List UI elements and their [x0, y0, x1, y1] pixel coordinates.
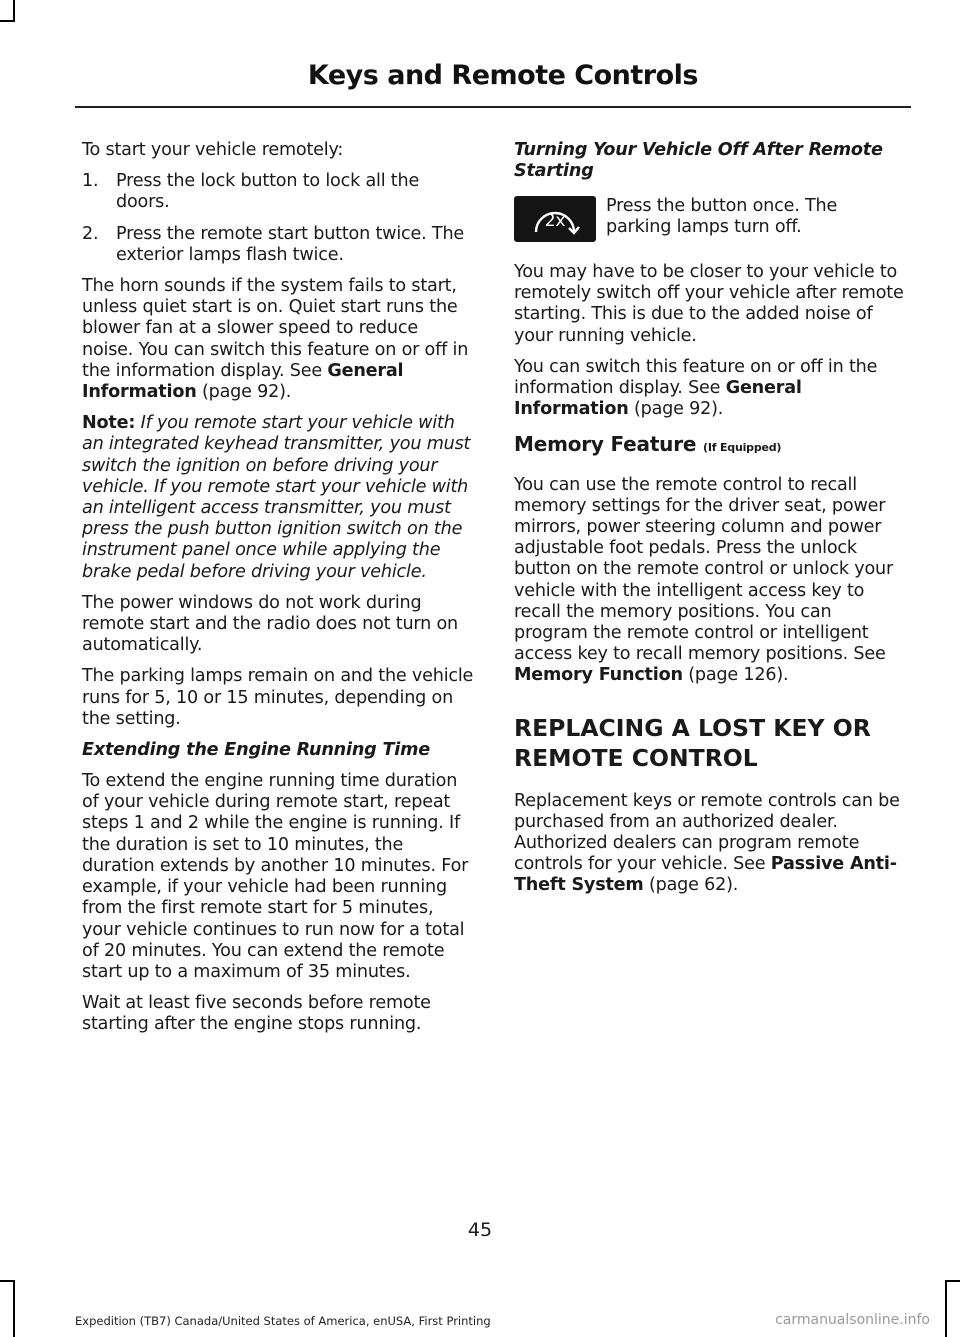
watermark: carmanualsonline.info	[775, 1312, 930, 1328]
press-text: Press the button once. The parking lamps turn off.	[606, 196, 838, 238]
step-text: Press the remote start button twice. The exterior lamps flash twice.	[116, 223, 465, 265]
general-information-link[interactable]: General Information	[82, 360, 404, 403]
memory-paragraph	[514, 475, 906, 687]
parking-paragraph: The parking lamps remain on and the vehicle runs for 5, 10 or 15 minutes, depending on the setting.	[82, 666, 474, 729]
crop-mark	[13, 0, 15, 22]
step-number: 2.	[82, 223, 99, 244]
switch-paragraph	[514, 357, 906, 421]
closer-paragraph: You may have to be closer to your vehicle to remotely switch off your vehicle after remote starting. This is due to the added noise of your running vehicle.	[514, 262, 904, 346]
general-information-link[interactable]: General Information	[514, 378, 802, 420]
wait-paragraph: Wait at least five seconds before remote starting after the engine stops running.	[82, 993, 431, 1035]
header-divider	[75, 106, 911, 108]
memory-heading-suffix: (If Equipped)	[703, 441, 782, 455]
memory-ref: (page 126).	[682, 665, 789, 686]
memory-heading-text: Memory Feature	[514, 432, 697, 457]
memory-heading	[514, 434, 906, 458]
crop-mark	[13, 1280, 15, 1337]
memory-function-link[interactable]: Memory Function	[514, 665, 683, 686]
page-number: 45	[467, 1219, 493, 1241]
intro-text: To start your vehicle remotely:	[82, 140, 344, 160]
list-item	[82, 171, 474, 213]
extend-paragraph: To extend the engine running time duration of your vehicle during remote start, repeat steps 1 and 2 while the engine is running. If the duration is set to 10 minutes, the duration extends by another 10 minutes. For example, if your vehicle had been running from the first remote start for 5 minutes, your vehicle continues to run now for a total of 20 minutes. You can extend the remote start up to a maximum of 35 minutes.	[82, 771, 469, 982]
note-paragraph	[82, 413, 474, 583]
replace-heading-line-1: REPLACING A LOST KEY OR	[514, 713, 871, 742]
windows-paragraph: The power windows do not work during remote start and the radio does not turn on automatically.	[82, 592, 458, 656]
step-text: Press the lock button to lock all the doors.	[116, 171, 420, 213]
replace-heading	[514, 713, 906, 773]
extend-heading: Extending the Engine Running Time	[82, 740, 430, 761]
passive-anti-theft-link[interactable]: Passive Anti-Theft System	[514, 854, 897, 896]
steps-list	[82, 171, 474, 266]
horn-ref: (page 92).	[196, 382, 292, 403]
remote-start-2x-icon	[514, 196, 596, 242]
replace-text: Replacement keys or remote controls can be purchased from an authorized dealer. Authorized dealers can program remote controls for your vehicle. See	[514, 790, 900, 875]
note-label: Note:	[82, 413, 136, 434]
crop-mark	[945, 1280, 960, 1282]
icon-block	[514, 196, 906, 258]
crop-mark	[0, 1280, 15, 1282]
icon-label: 2x	[544, 211, 566, 231]
edition-footer: Expedition (TB7) Canada/United States of America, enUSA, First Printing	[75, 1314, 491, 1328]
switch-text: You can switch this feature on or off in the information display. See	[514, 356, 878, 399]
replace-heading-line-2: REMOTE CONTROL	[514, 743, 758, 772]
turnoff-heading: Turning Your Vehicle Off After Remote Starting	[514, 140, 883, 181]
left-column	[82, 140, 474, 1046]
switch-ref: (page 92).	[628, 399, 724, 420]
note-text: If you remote start your vehicle with an integrated keyhead transmitter, you must switch the ignition on before driving your vehicle. If you remote start your vehicle with an intelligent access transmitter, you must press the push button ignition switch on the instrument panel once while applying the brake pedal before driving your vehicle.	[82, 413, 471, 582]
step-number: 1.	[82, 171, 99, 192]
memory-text: You can use the remote control to recall memory settings for the driver seat, power mirrors, power steering column and power adjustable foot pedals. Press the unlock button on the remote control or unlock your vehicle with the intelligent access key to recall the memory positions. You can program the remote control or intelligent access key to recall memory positions. See	[514, 474, 894, 665]
replace-ref: (page 62).	[643, 875, 739, 896]
right-column	[514, 140, 906, 907]
list-item	[82, 224, 474, 266]
crop-mark	[945, 1280, 947, 1337]
horn-paragraph	[82, 276, 474, 403]
horn-text: The horn sounds if the system fails to start, unless quiet start is on. Quiet start runs the blower fan at a slower speed to reduce noise. You can switch this feature on or off in the information display. See	[82, 276, 469, 381]
page-title: Keys and Remote Controls	[307, 60, 698, 91]
crop-mark	[0, 20, 15, 22]
replace-paragraph	[514, 791, 906, 897]
